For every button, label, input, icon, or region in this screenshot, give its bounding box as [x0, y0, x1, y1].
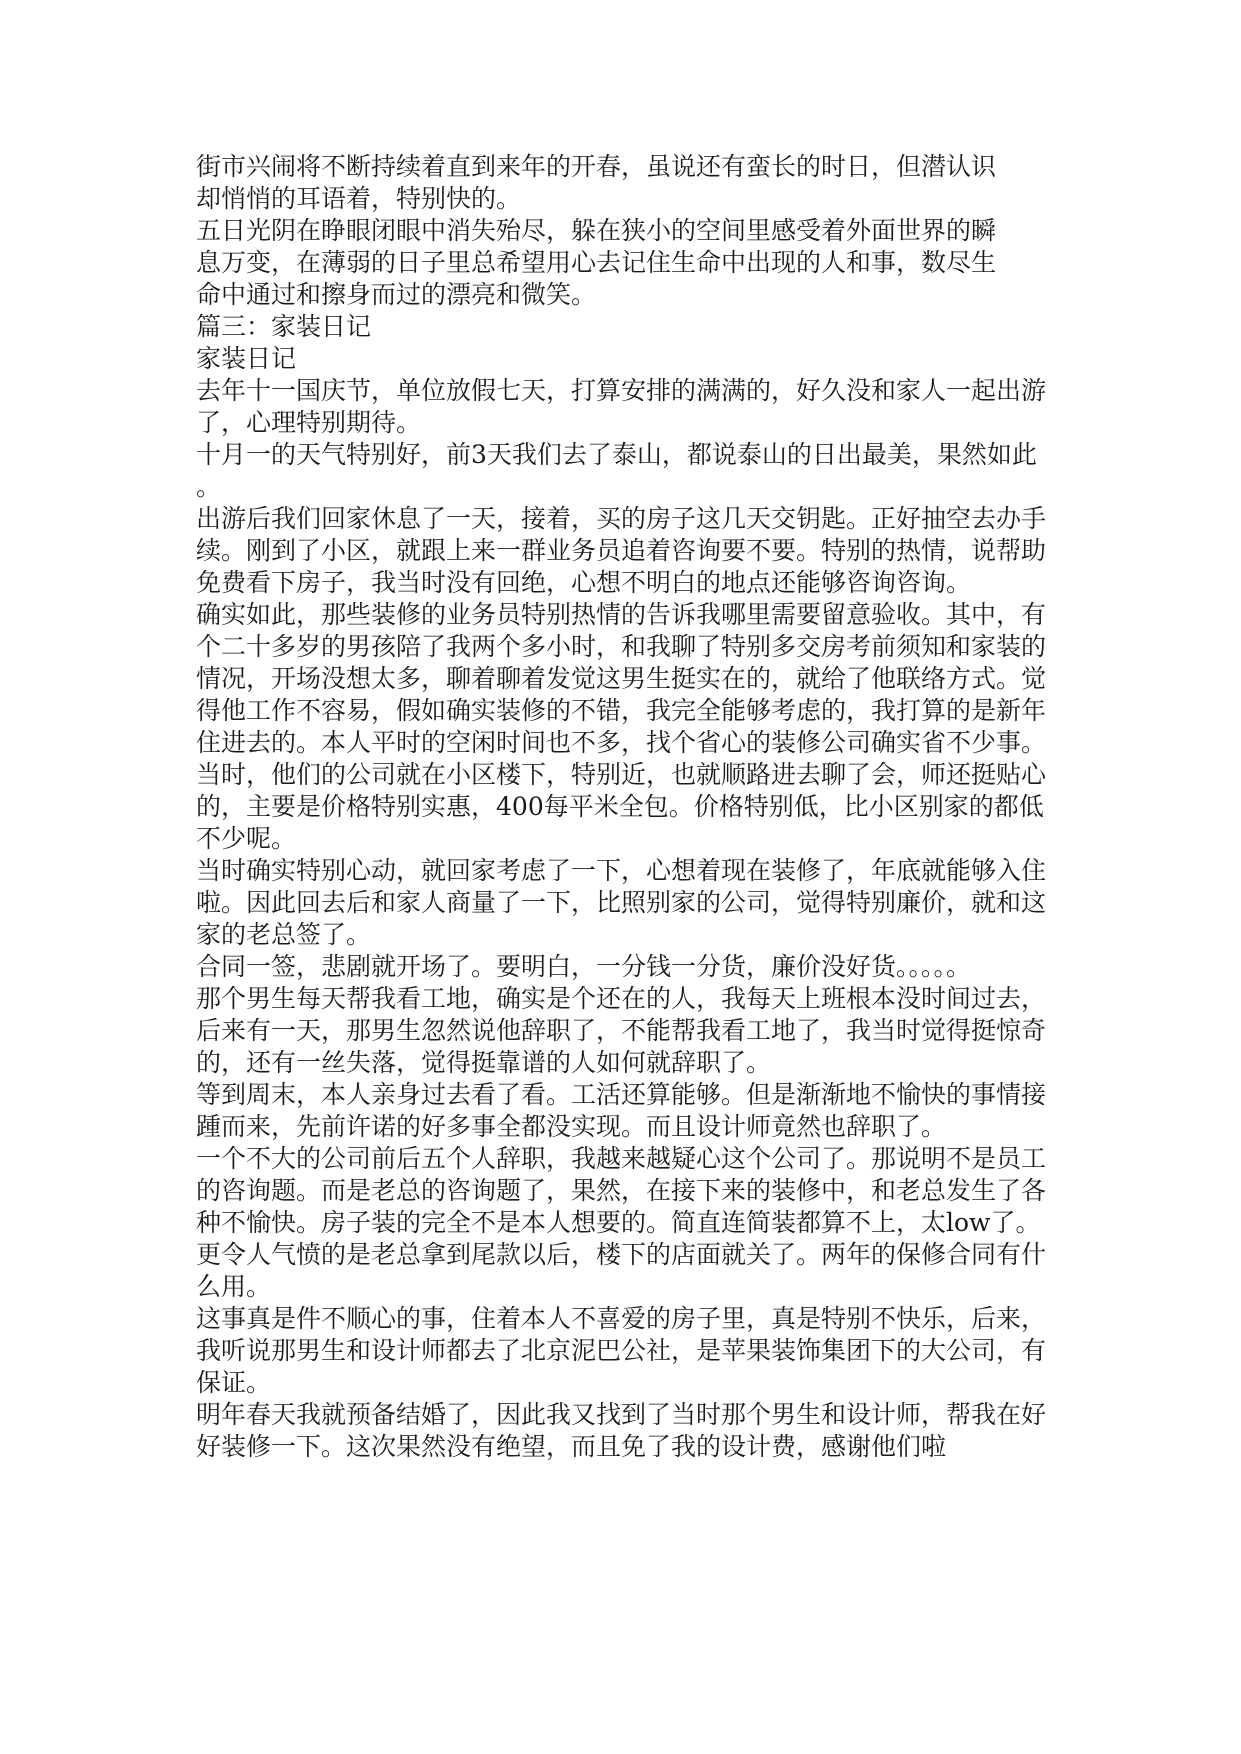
text-line: 续。刚到了小区，就跟上来一群业务员追着咨询要不要。特别的热情，说帮助: [196, 536, 1047, 565]
section-heading: 篇三：家装日记: [196, 312, 372, 341]
text-line: 那个男生每天帮我看工地，确实是个还在的人，我每天上班根本没时间过去，: [196, 984, 1047, 1013]
text-line: 一个不大的公司前后五个人辞职，我越来越疑心这个公司了。那说明不是员工: [196, 1144, 1047, 1173]
text-line: 出游后我们回家休息了一天，接着，买的房子这几天交钥匙。正好抽空去办手: [196, 504, 1047, 533]
text-line: 免费看下房子，我当时没有回绝，心想不明白的地点还能够咨询咨询。: [196, 568, 972, 597]
text-line: 五日光阴在睁眼闭眼中消失殆尽，躲在狭小的空间里感受着外面世界的瞬: [196, 216, 997, 245]
text-line: 确实如此，那些装修的业务员特别热情的告诉我哪里需要留意验收。其中，有: [196, 600, 1047, 629]
text-line: 踵而来，先前许诺的好多事全都没实现。而且设计师竟然也辞职了。: [196, 1112, 947, 1141]
text-line: 合同一签，悲剧就开场了。要明白，一分钱一分货，廉价没好货。。。。。: [196, 952, 972, 981]
text-line: 好装修一下。这次果然没有绝望，而且免了我的设计费，感谢他们啦: [196, 1432, 947, 1461]
text-line: 住进去的。本人平时的空闲时间也不多，找个省心的装修公司确实省不少事。: [196, 728, 1047, 757]
text-line: 却悄悄的耳语着，特别快的。: [196, 184, 522, 213]
text-line: 当时，他们的公司就在小区楼下，特别近，也就顺路进去聊了会，师还挺贴心: [196, 760, 1047, 789]
text-line: 了，心理特别期待。: [196, 408, 422, 437]
text-line: 情况，开场没想太多，聊着聊着发觉这男生挺实在的，就给了他联络方式。觉: [196, 664, 1047, 693]
text-line: 家的老总签了。: [196, 920, 372, 949]
text-line: 保证。: [196, 1368, 272, 1397]
text-line: 个二十多岁的男孩陪了我两个多小时，和我聊了特别多交房考前须知和家装的: [196, 632, 1047, 661]
text-line: 得他工作不容易，假如确实装修的不错，我完全能够考虑的，我打算的是新年: [196, 696, 1047, 725]
text-line: 的，还有一丝失落，觉得挺靠谱的人如何就辞职了。: [196, 1048, 772, 1077]
text-line: 十月一的天气特别好，前3天我们去了泰山，都说泰山的日出最美，果然如此: [196, 440, 1037, 469]
text-line: 的，主要是价格特别实惠，400每平米全包。价格特别低，比小区别家的都低: [196, 792, 1044, 821]
text-line: 啦。因此回去后和家人商量了一下，比照别家的公司，觉得特别廉价，就和这: [196, 888, 1047, 917]
text-line: 。: [196, 472, 222, 501]
text-line: 去年十一国庆节，单位放假七天，打算安排的满满的，好久没和家人一起出游: [196, 376, 1047, 405]
text-line: 种不愉快。房子装的完全不是本人想要的。简直连简装都算不上，太low了。: [196, 1208, 1041, 1237]
article-title: 家装日记: [196, 344, 297, 373]
text-line: 命中通过和擦身而过的漂亮和微笑。: [196, 280, 597, 309]
text-line: 息万变，在薄弱的日子里总希望用心去记住生命中出现的人和事，数尽生: [196, 248, 997, 277]
text-line: 更令人气愤的是老总拿到尾款以后，楼下的店面就关了。两年的保修合同有什: [196, 1240, 1047, 1269]
text-line: 的咨询题。而是老总的咨询题了，果然，在接下来的装修中，和老总发生了各: [196, 1176, 1047, 1205]
text-line: 不少呢。: [196, 824, 297, 853]
text-line: 明年春天我就预备结婚了，因此我又找到了当时那个男生和设计师，帮我在好: [196, 1400, 1047, 1429]
text-line: 等到周末，本人亲身过去看了看。工活还算能够。但是渐渐地不愉快的事情接: [196, 1080, 1047, 1109]
text-line: 么用。: [196, 1272, 272, 1301]
text-line: 后来有一天，那男生忽然说他辞职了，不能帮我看工地了，我当时觉得挺惊奇: [196, 1016, 1047, 1045]
document-body: [196, 151, 1066, 1463]
text-line: 当时确实特别心动，就回家考虑了一下，心想着现在装修了，年底就能够入住: [196, 856, 1047, 885]
text-line: 这事真是件不顺心的事，住着本人不喜爱的房子里，真是特别不快乐，后来，: [196, 1304, 1047, 1333]
text-line: 我听说那男生和设计师都去了北京泥巴公社，是苹果装饰集团下的大公司，有: [196, 1336, 1047, 1365]
text-line: 街市兴闹将不断持续着直到来年的开春，虽说还有蛮长的时日，但潜认识: [196, 152, 997, 181]
